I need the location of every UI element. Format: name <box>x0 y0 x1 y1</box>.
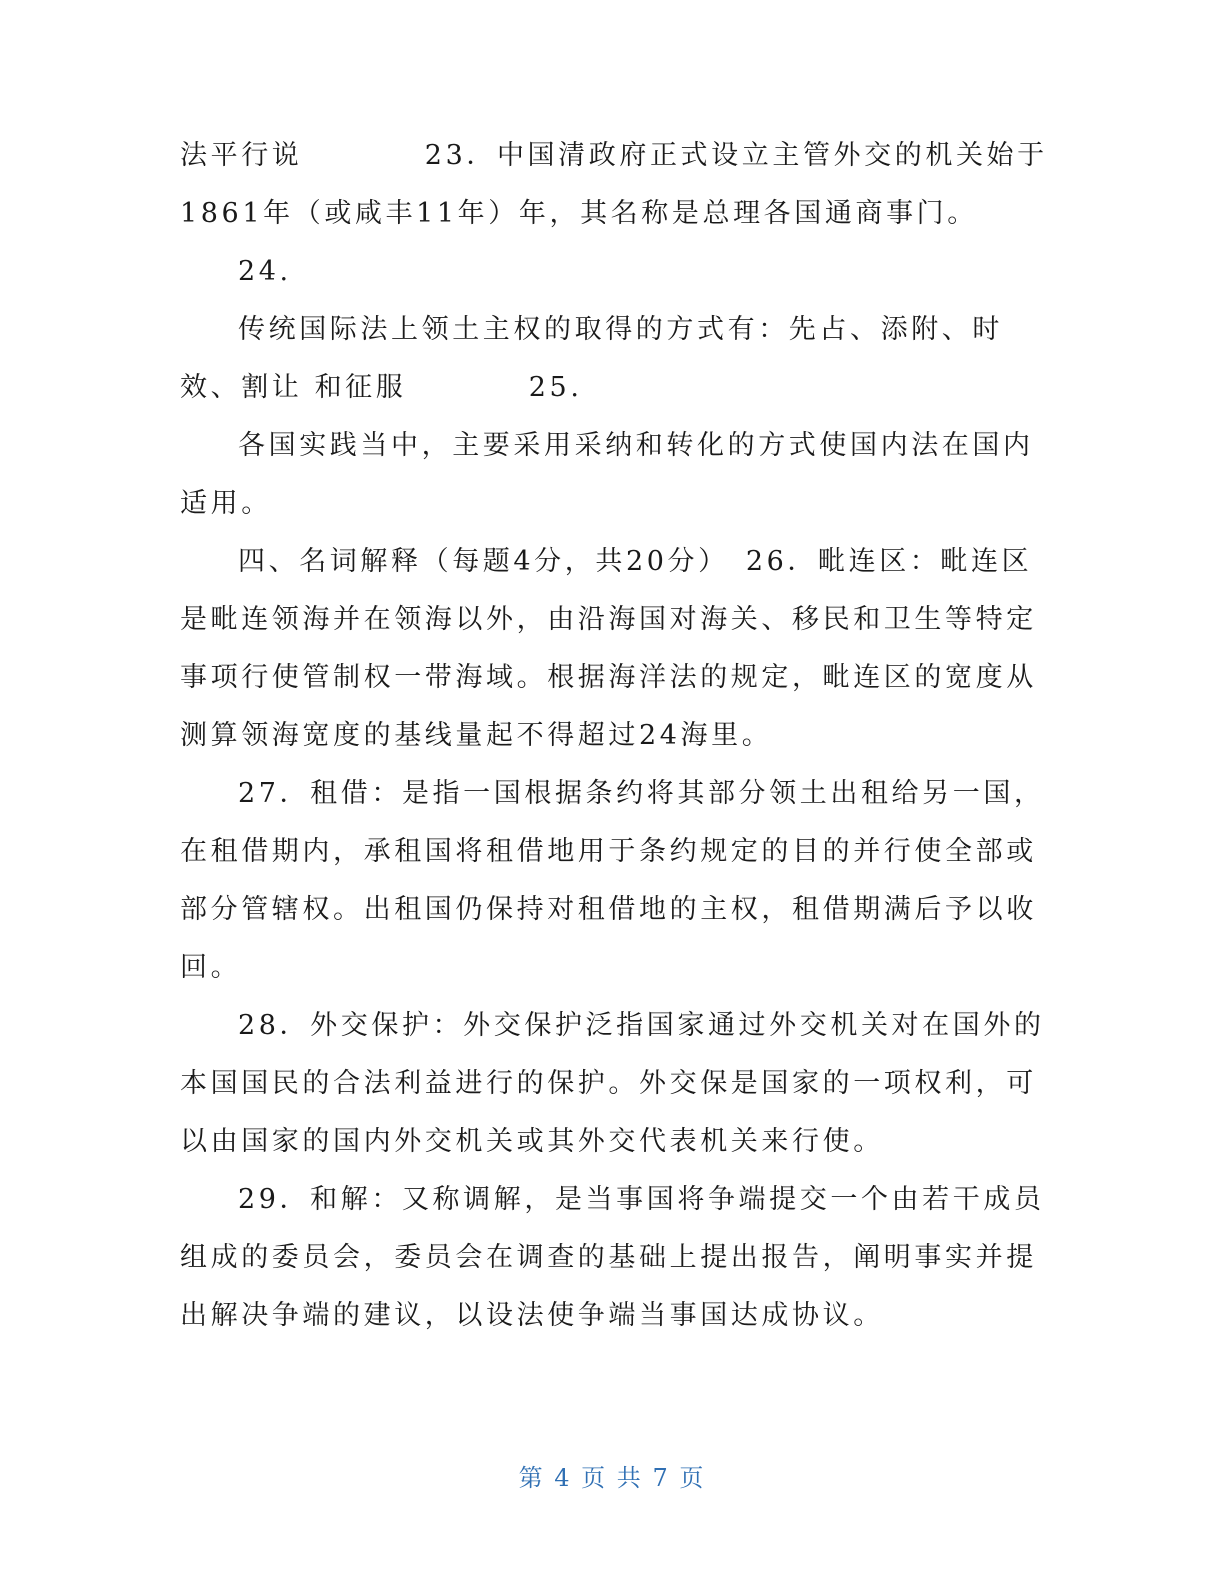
text-line: 本国国民的合法利益进行的保护。外交保是国家的一项权利，可 <box>180 1068 1037 1099</box>
text-line: 27．租借：是指一国根据条约将其部分领土出租给另一国， <box>238 778 1045 809</box>
page-number-footer: 第 4 页 共 7 页 <box>518 1464 706 1492</box>
text-line: 传统国际法上领土主权的取得的方式有：先占、添附、时 <box>238 314 1003 345</box>
text-line: 事项行使管制权一带海域。根据海洋法的规定，毗连区的宽度从 <box>180 662 1037 693</box>
text-line: 29．和解：又称调解，是当事国将争端提交一个由若干成员 <box>238 1184 1045 1215</box>
text-line: 效、割让 和征服 25. <box>180 372 583 403</box>
text-line: 是毗连领海并在领海以外，由沿海国对海关、移民和卫生等特定 <box>180 604 1037 635</box>
text-line: 适用。 <box>180 488 272 519</box>
text-line: 以由国家的国内外交机关或其外交代表机关来行使。 <box>180 1126 884 1157</box>
text-line: 回。 <box>180 952 242 983</box>
text-line: 四、名词解释（每题4分，共20分） 26．毗连区：毗连区 <box>238 546 1033 577</box>
text-line: 各国实践当中，主要采用采纳和转化的方式使国内法在国内 <box>238 430 1034 461</box>
text-line: 出解决争端的建议，以设法使争端当事国达成协议。 <box>180 1300 884 1331</box>
text-line: 24. <box>238 256 292 287</box>
text-line: 在租借期内，承租国将租借地用于条约规定的目的并行使全部或 <box>180 836 1037 867</box>
text-line: 部分管辖权。出租国仍保持对租借地的主权，租借期满后予以收 <box>180 894 1037 925</box>
text-line: 测算领海宽度的基线量起不得超过24海里。 <box>180 720 773 751</box>
text-line: 法平行说 23．中国清政府正式设立主管外交的机关始于 <box>180 140 1048 171</box>
text-line: 1861年（或咸丰11年）年，其名称是总理各国通商事门。 <box>180 198 978 229</box>
text-line: 28．外交保护：外交保护泛指国家通过外交机关对在国外的 <box>238 1010 1045 1041</box>
text-line: 组成的委员会，委员会在调查的基础上提出报告，阐明事实并提 <box>180 1242 1037 1273</box>
